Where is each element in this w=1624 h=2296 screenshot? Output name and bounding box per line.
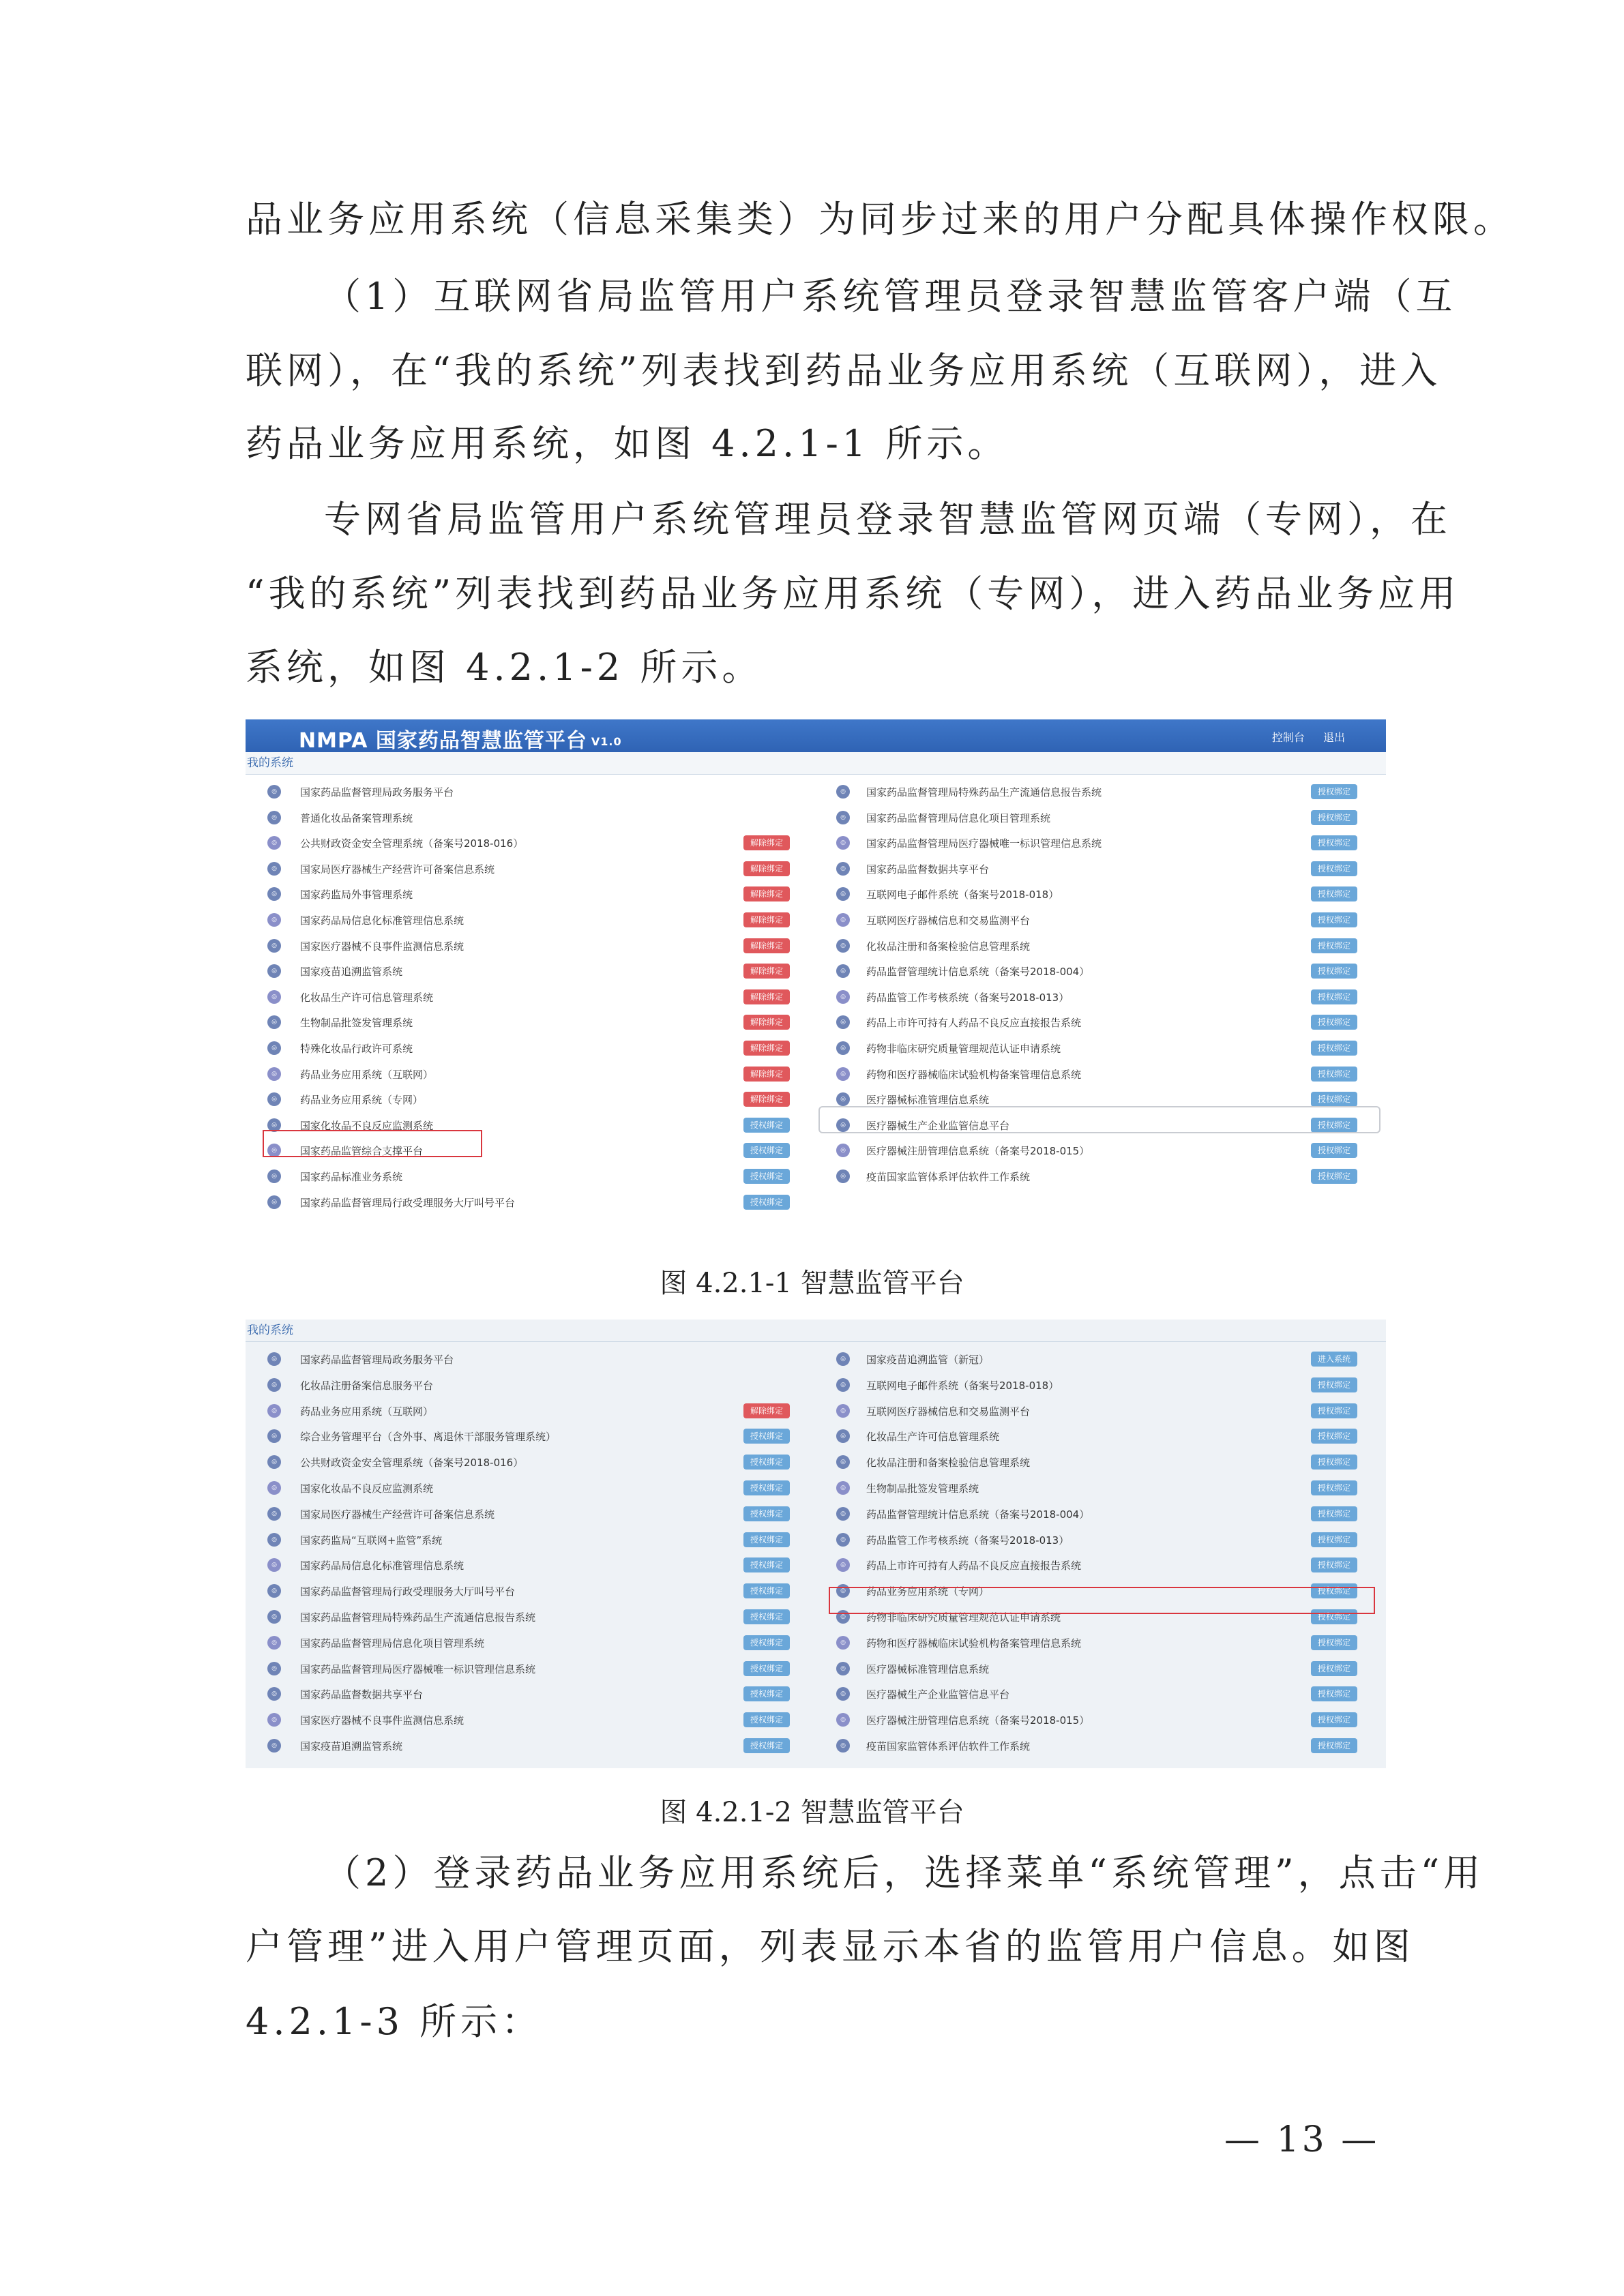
system-row[interactable] [258,1501,797,1527]
system-row[interactable] [258,1398,797,1424]
system-name[interactable]: 国家局医疗器械生产经营许可备案信息系统 [300,863,495,876]
paragraph-1: 品业务应用系统（信息采集类）为同步过来的用户分配具体操作权限。 [246,198,1514,241]
system-logo-icon: ◎ [836,1067,850,1081]
system-logo-icon: ◎ [267,1636,281,1650]
system-name[interactable]: 国家药品监督管理局医疗器械唯一标识管理信息系统 [300,1663,536,1675]
bind-button[interactable]: 授权绑定 [743,1712,790,1727]
system-row[interactable] [827,779,1375,805]
system-name[interactable]: 药品业务应用系统（互联网） [300,1405,434,1418]
system-logo-icon: ◎ [836,1015,850,1029]
system-logo-icon: ◎ [836,913,850,927]
system-logo-icon: ◎ [836,1429,850,1443]
system-row[interactable] [827,1137,1375,1163]
bind-button[interactable]: 授权绑定 [1311,1480,1357,1495]
figure-2-screenshot [246,1320,1386,1768]
system-logo-icon: ◎ [267,1481,281,1495]
my-systems-title: 我的系统 [246,1320,1386,1342]
bind-button[interactable]: 授权绑定 [743,1118,790,1133]
system-logo-icon: ◎ [836,964,850,978]
bind-button[interactable]: 授权绑定 [1311,861,1357,876]
system-name[interactable]: 医疗器械生产企业监管信息平台 [866,1688,1010,1701]
bind-button[interactable]: 授权绑定 [743,1195,790,1210]
system-name[interactable]: 医疗器械注册管理信息系统（备案号2018-015） [866,1714,1090,1727]
system-row[interactable] [827,1656,1375,1682]
system-row[interactable] [827,1475,1375,1501]
system-row[interactable] [827,856,1375,882]
system-name[interactable]: 国家药品监督管理局行政受理服务大厅叫号平台 [300,1585,516,1598]
bind-button[interactable]: 授权绑定 [743,1738,790,1753]
bind-button[interactable]: 授权绑定 [743,1635,790,1650]
system-row[interactable] [827,1707,1375,1733]
bind-button[interactable]: 授权绑定 [1311,1067,1357,1082]
system-name[interactable]: 国家药品监督管理局政务服务平台 [300,1354,454,1366]
system-name[interactable]: 国家药品监督管理局医疗器械唯一标识管理信息系统 [866,837,1102,850]
platform-brand: NMPA 国家药品智慧监管平台 V1.0 [299,729,622,753]
system-logo-icon: ◎ [267,887,281,901]
my-systems-title: 我的系统 [246,752,1386,775]
system-logo-icon: ◎ [267,1662,281,1675]
system-logo-icon: ◎ [267,1584,281,1598]
bind-button[interactable]: 授权绑定 [743,1686,790,1701]
system-logo-icon: ◎ [267,1195,281,1209]
system-row[interactable] [258,1346,797,1372]
system-name[interactable]: 药品业务应用系统（互联网） [300,1068,434,1081]
system-name[interactable]: 化妆品生产许可信息管理系统 [866,1431,1000,1444]
system-row[interactable] [258,1552,797,1578]
bind-button[interactable]: 授权绑定 [1311,1609,1357,1624]
bind-button[interactable]: 授权绑定 [743,1532,790,1547]
system-name[interactable]: 国家化妆品不良反应监测系统 [300,1119,434,1132]
system-logo-icon: ◎ [836,811,850,824]
bind-button[interactable]: 授权绑定 [1311,1118,1357,1133]
unbind-button[interactable]: 解除绑定 [743,989,790,1004]
system-name[interactable]: 普通化妆品备案管理系统 [300,811,413,824]
system-name[interactable]: 药物和医疗器械临床试验机构备案管理信息系统 [866,1068,1082,1081]
bind-button[interactable]: 授权绑定 [1311,810,1357,825]
system-logo-icon: ◎ [836,1662,850,1675]
system-row[interactable] [258,1163,797,1189]
bind-button[interactable]: 授权绑定 [1311,1169,1357,1184]
unbind-button[interactable]: 解除绑定 [743,886,790,901]
system-logo-icon: ◎ [836,836,850,850]
system-name[interactable]: 药品监管工作考核系统（备案号2018-013） [866,991,1069,1004]
system-logo-icon: ◎ [267,1687,281,1701]
bind-button[interactable]: 授权绑定 [743,1143,790,1158]
system-row[interactable] [258,958,797,984]
system-row[interactable] [258,1733,797,1759]
system-row[interactable] [258,1372,797,1398]
system-name[interactable]: 医疗器械标准管理信息系统 [866,1663,990,1675]
system-row[interactable] [258,1061,797,1087]
paragraph-7: 系统，如图 4.2.1-2 所示。 [246,646,763,689]
system-name[interactable]: 国家药品局信息化标准管理信息系统 [300,914,464,927]
system-name[interactable]: 国家医疗器械不良事件监测信息系统 [300,1714,464,1727]
system-row[interactable] [258,1630,797,1656]
bind-button[interactable]: 授权绑定 [743,1583,790,1598]
system-row[interactable] [827,1501,1375,1527]
figure-2-caption: 图 4.2.1-2 智慧监管平台 [660,1797,964,1828]
system-logo-icon: ◎ [836,1404,850,1418]
system-logo-icon: ◎ [267,1352,281,1366]
system-logo-icon: ◎ [267,1169,281,1183]
system-row[interactable] [827,1346,1375,1372]
bind-button[interactable]: 授权绑定 [1311,1455,1357,1470]
system-logo-icon: ◎ [267,1404,281,1418]
system-logo-icon: ◎ [836,887,850,901]
system-row[interactable] [827,907,1375,933]
bind-button[interactable]: 授权绑定 [743,1609,790,1624]
system-logo-icon: ◎ [267,1429,281,1443]
system-row[interactable] [827,1449,1375,1475]
paragraph-3: 联网），在“我的系统”列表找到药品业务应用系统（互联网），进入 [246,349,1442,392]
paragraph-9: 户管理”进入用户管理页面，列表显示本省的监管用户信息。如图 [246,1925,1415,1968]
bind-button[interactable]: 授权绑定 [743,1429,790,1444]
system-logo-icon: ◎ [836,1118,850,1132]
system-logo-icon: ◎ [836,1041,850,1055]
system-row[interactable] [827,1372,1375,1398]
system-row[interactable] [258,1035,797,1061]
system-logo-icon: ◎ [836,1481,850,1495]
system-name[interactable]: 国家药监局外事管理系统 [300,889,413,901]
system-logo-icon: ◎ [267,964,281,978]
bind-button[interactable]: 授权绑定 [743,1455,790,1470]
platform-header [246,719,1386,752]
bind-button[interactable]: 授权绑定 [743,1557,790,1572]
system-logo-icon: ◎ [267,1455,281,1469]
system-row[interactable] [258,1578,797,1604]
system-name[interactable]: 国家药品监督管理局信息化项目管理系统 [866,811,1051,824]
system-name[interactable]: 互联网医疗器械信息和交易监测平台 [866,1405,1031,1418]
system-name[interactable]: 药品业务应用系统（专网） [866,1585,990,1598]
system-row[interactable] [258,1086,797,1112]
system-name[interactable]: 互联网电子邮件系统（备案号2018-018） [866,1379,1059,1392]
system-name[interactable]: 国家药品监督管理局信息化项目管理系统 [300,1637,485,1650]
system-row[interactable] [258,933,797,959]
system-logo-icon: ◎ [836,1352,850,1366]
bind-button[interactable]: 授权绑定 [1311,1403,1357,1418]
paragraph-4: 药品业务应用系统，如图 4.2.1-1 所示。 [246,422,1009,465]
system-row[interactable] [827,881,1375,907]
paragraph-5: 专网省局监管用户系统管理员登录智慧监管网页端（专网），在 [324,498,1451,541]
system-logo-icon: ◎ [267,785,281,799]
system-logo-icon: ◎ [267,1533,281,1547]
system-logo-icon: ◎ [836,1092,850,1106]
system-logo-icon: ◎ [267,1118,281,1132]
system-row[interactable] [827,1527,1375,1553]
system-row[interactable] [827,1423,1375,1449]
system-name[interactable]: 药品监管工作考核系统（备案号2018-013） [866,1534,1069,1547]
system-logo-icon: ◎ [836,1507,850,1521]
system-row[interactable] [258,779,797,805]
bind-button[interactable]: 授权绑定 [1311,1661,1357,1676]
system-logo-icon: ◎ [267,1713,281,1727]
system-row[interactable] [258,805,797,831]
bind-button[interactable]: 授权绑定 [1311,1557,1357,1572]
bind-button[interactable]: 授权绑定 [1311,964,1357,979]
system-row[interactable] [258,984,797,1010]
bind-button[interactable]: 授权绑定 [1311,1506,1357,1521]
bind-button[interactable]: 授权绑定 [1311,1686,1357,1701]
system-row[interactable] [258,1604,797,1630]
bind-button[interactable]: 授权绑定 [1311,784,1357,799]
system-name[interactable]: 医疗器械生产企业监管信息平台 [866,1119,1010,1132]
system-row[interactable] [827,1163,1375,1189]
bind-button[interactable]: 授权绑定 [1311,1712,1357,1727]
system-logo-icon: ◎ [836,1610,850,1624]
system-row[interactable] [827,1681,1375,1707]
unbind-button[interactable]: 解除绑定 [743,1041,790,1056]
bind-button[interactable]: 授权绑定 [1311,1092,1357,1107]
bind-button[interactable]: 授权绑定 [743,1480,790,1495]
unbind-button[interactable]: 解除绑定 [743,1092,790,1107]
system-logo-icon: ◎ [267,1092,281,1106]
system-name[interactable]: 药品监督管理统计信息系统（备案号2018-004） [866,966,1090,979]
system-row[interactable] [827,984,1375,1010]
paragraph-10: 4.2.1-3 所示： [246,2000,543,2043]
bind-button[interactable]: 授权绑定 [1311,1583,1357,1598]
system-row[interactable] [258,856,797,882]
system-logo-icon: ◎ [836,785,850,799]
system-row[interactable] [827,1630,1375,1656]
system-logo-icon: ◎ [267,1067,281,1081]
enter-system-button[interactable]: 进入系统 [1311,1352,1357,1367]
unbind-button[interactable]: 解除绑定 [743,1403,790,1418]
system-row[interactable] [258,1681,797,1707]
system-name[interactable]: 药品上市许可持有人药品不良反应直接报告系统 [866,1560,1082,1572]
system-name[interactable]: 药品业务应用系统（专网） [300,1094,424,1107]
system-name[interactable]: 国家药品监督管理局特殊药品生产流通信息报告系统 [866,786,1102,799]
bind-button[interactable]: 授权绑定 [1311,1635,1357,1650]
system-name[interactable]: 国家药品监督数据共享平台 [866,863,990,876]
system-name[interactable]: 公共财政资金安全管理系统（备案号2018-016） [300,1457,524,1470]
system-logo-icon: ◎ [267,1041,281,1055]
bind-button[interactable]: 授权绑定 [1311,989,1357,1004]
system-row[interactable] [258,1527,797,1553]
system-logo-icon: ◎ [836,1558,850,1572]
system-name[interactable]: 药物非临床研究质量管理规范认证申请系统 [866,1611,1061,1624]
system-logo-icon: ◎ [267,1144,281,1157]
header-links [1257,729,1345,745]
unbind-button[interactable]: 解除绑定 [743,861,790,876]
system-name[interactable]: 国家药品监督管理局行政受理服务大厅叫号平台 [300,1196,516,1209]
paragraph-8: （2）登录药品业务应用系统后，选择菜单“系统管理”，点击“用 [324,1851,1485,1894]
unbind-button[interactable]: 解除绑定 [743,1067,790,1082]
system-logo-icon: ◎ [267,990,281,1004]
system-name[interactable]: 生物制品批签发管理系统 [300,1017,413,1030]
unbind-button[interactable]: 解除绑定 [743,912,790,927]
figure-1-screenshot [246,719,1386,1239]
systems-list-left [258,1346,797,1759]
system-name[interactable]: 特殊化妆品行政许可系统 [300,1042,413,1055]
unbind-button[interactable]: 解除绑定 [743,835,790,850]
system-row[interactable] [258,830,797,856]
system-logo-icon: ◎ [267,836,281,850]
highlight-internet-system [263,1130,482,1157]
console-link[interactable]: 控制台 [1271,731,1305,744]
system-name[interactable]: 国家局医疗器械生产经营许可备案信息系统 [300,1508,495,1521]
system-logo-icon: ◎ [267,913,281,927]
system-logo-icon: ◎ [267,1378,281,1392]
system-name[interactable]: 国家化妆品不良反应监测系统 [300,1482,434,1495]
system-logo-icon: ◎ [267,862,281,876]
system-row[interactable] [827,1398,1375,1424]
system-logo-icon: ◎ [836,1378,850,1392]
system-row[interactable] [258,1656,797,1682]
system-row[interactable] [258,881,797,907]
bind-button[interactable]: 授权绑定 [1311,938,1357,953]
page-number: — 13 — [1224,2119,1380,2160]
system-row[interactable] [258,1475,797,1501]
bind-button[interactable]: 授权绑定 [1311,835,1357,850]
system-name[interactable]: 疫苗国家监管体系评估软件工作系统 [866,1170,1031,1183]
system-logo-icon: ◎ [836,939,850,953]
system-name[interactable]: 生物制品批签发管理系统 [866,1482,979,1495]
system-name[interactable]: 医疗器械标准管理信息系统 [866,1094,990,1107]
system-row[interactable] [827,1009,1375,1035]
system-name[interactable]: 国家药品监督管理局政务服务平台 [300,786,454,799]
systems-list-right [827,1346,1375,1759]
system-row[interactable] [258,1423,797,1449]
system-name[interactable]: 药品监督管理统计信息系统（备案号2018-004） [866,1508,1090,1521]
system-name[interactable]: 国家疫苗追溯监管系统 [300,966,403,979]
system-name[interactable]: 药品上市许可持有人药品不良反应直接报告系统 [866,1017,1082,1030]
system-name[interactable]: 疫苗国家监管体系评估软件工作系统 [866,1740,1031,1753]
system-name[interactable]: 国家药品监管综合支撑平台 [300,1145,424,1158]
highlight-private-network-system [829,1587,1375,1614]
system-row[interactable] [258,1009,797,1035]
system-name[interactable]: 国家医疗器械不良事件监测信息系统 [300,940,464,953]
system-name[interactable]: 化妆品生产许可信息管理系统 [300,991,434,1004]
bind-button[interactable]: 授权绑定 [743,1169,790,1184]
system-logo-icon: ◎ [836,1533,850,1547]
system-row[interactable] [827,830,1375,856]
system-logo-icon: ◎ [836,1584,850,1598]
bind-button[interactable]: 授权绑定 [743,1506,790,1521]
unbind-button[interactable]: 解除绑定 [743,964,790,979]
system-name[interactable]: 化妆品注册和备案检验信息管理系统 [866,1457,1031,1470]
system-name[interactable]: 互联网医疗器械信息和交易监测平台 [866,914,1031,927]
paragraph-6: “我的系统”列表找到药品业务应用系统（专网），进入药品业务应用 [246,572,1460,615]
system-row[interactable] [258,1707,797,1733]
system-row[interactable] [827,933,1375,959]
logout-link[interactable]: 退出 [1323,731,1345,744]
unbind-button[interactable]: 解除绑定 [743,1015,790,1030]
system-logo-icon: ◎ [836,1739,850,1753]
system-row[interactable] [827,1061,1375,1087]
system-logo-icon: ◎ [836,1713,850,1727]
system-logo-icon: ◎ [267,1015,281,1029]
system-row[interactable] [258,1189,797,1215]
system-row[interactable] [827,1552,1375,1578]
system-name[interactable]: 国家疫苗追溯监管（新冠） [866,1354,990,1366]
bind-button[interactable]: 授权绑定 [743,1661,790,1676]
bind-button[interactable]: 授权绑定 [1311,1041,1357,1056]
system-logo-icon: ◎ [836,990,850,1004]
system-name[interactable]: 国家疫苗追溯监管系统 [300,1740,403,1753]
system-name[interactable]: 互联网电子邮件系统（备案号2018-018） [866,889,1059,901]
bind-button[interactable]: 授权绑定 [1311,1015,1357,1030]
system-row[interactable] [827,958,1375,984]
system-name[interactable]: 化妆品注册备案信息服务平台 [300,1379,434,1392]
figure-1-caption: 图 4.2.1-1 智慧监管平台 [660,1268,964,1299]
system-logo-icon: ◎ [267,939,281,953]
system-logo-icon: ◎ [836,1455,850,1469]
bind-button[interactable]: 授权绑定 [1311,1377,1357,1392]
system-row[interactable] [827,1035,1375,1061]
system-name[interactable]: 药物非临床研究质量管理规范认证申请系统 [866,1042,1061,1055]
system-logo-icon: ◎ [836,862,850,876]
system-name[interactable]: 国家药品标准业务系统 [300,1170,403,1183]
system-name[interactable]: 药物和医疗器械临床试验机构备案管理信息系统 [866,1637,1082,1650]
bind-button[interactable]: 授权绑定 [1311,1738,1357,1753]
system-logo-icon: ◎ [267,1739,281,1753]
system-logo-icon: ◎ [836,1687,850,1701]
system-logo-icon: ◎ [267,1558,281,1572]
bind-button[interactable]: 授权绑定 [1311,912,1357,927]
hover-row-outline [818,1106,1381,1133]
system-logo-icon: ◎ [836,1144,850,1157]
bind-button[interactable]: 授权绑定 [1311,886,1357,901]
system-name[interactable]: 国家药品局信息化标准管理信息系统 [300,1560,464,1572]
paragraph-2: （1）互联网省局监管用户系统管理员登录智慧监管客户端（互 [324,275,1457,318]
system-row[interactable] [827,1733,1375,1759]
system-logo-icon: ◎ [267,1507,281,1521]
system-name[interactable]: 医疗器械注册管理信息系统（备案号2018-015） [866,1145,1090,1158]
bind-button[interactable]: 授权绑定 [1311,1532,1357,1547]
system-row[interactable] [827,805,1375,831]
bind-button[interactable]: 授权绑定 [1311,1429,1357,1444]
system-logo-icon: ◎ [267,811,281,824]
unbind-button[interactable]: 解除绑定 [743,938,790,953]
system-name[interactable]: 国家药品监督管理局特殊药品生产流通信息报告系统 [300,1611,536,1624]
system-row[interactable] [258,1449,797,1475]
system-logo-icon: ◎ [836,1169,850,1183]
system-name[interactable]: 化妆品注册和备案检验信息管理系统 [866,940,1031,953]
system-name[interactable]: 公共财政资金安全管理系统（备案号2018-016） [300,837,524,850]
system-logo-icon: ◎ [836,1636,850,1650]
system-name[interactable]: 国家药监局“互联网+监管”系统 [300,1534,443,1547]
system-logo-icon: ◎ [267,1610,281,1624]
bind-button[interactable]: 授权绑定 [1311,1143,1357,1158]
system-name[interactable]: 综合业务管理平台（含外事、离退休干部服务管理系统） [300,1431,557,1444]
system-row[interactable] [258,907,797,933]
system-name[interactable]: 国家药品监督数据共享平台 [300,1688,424,1701]
